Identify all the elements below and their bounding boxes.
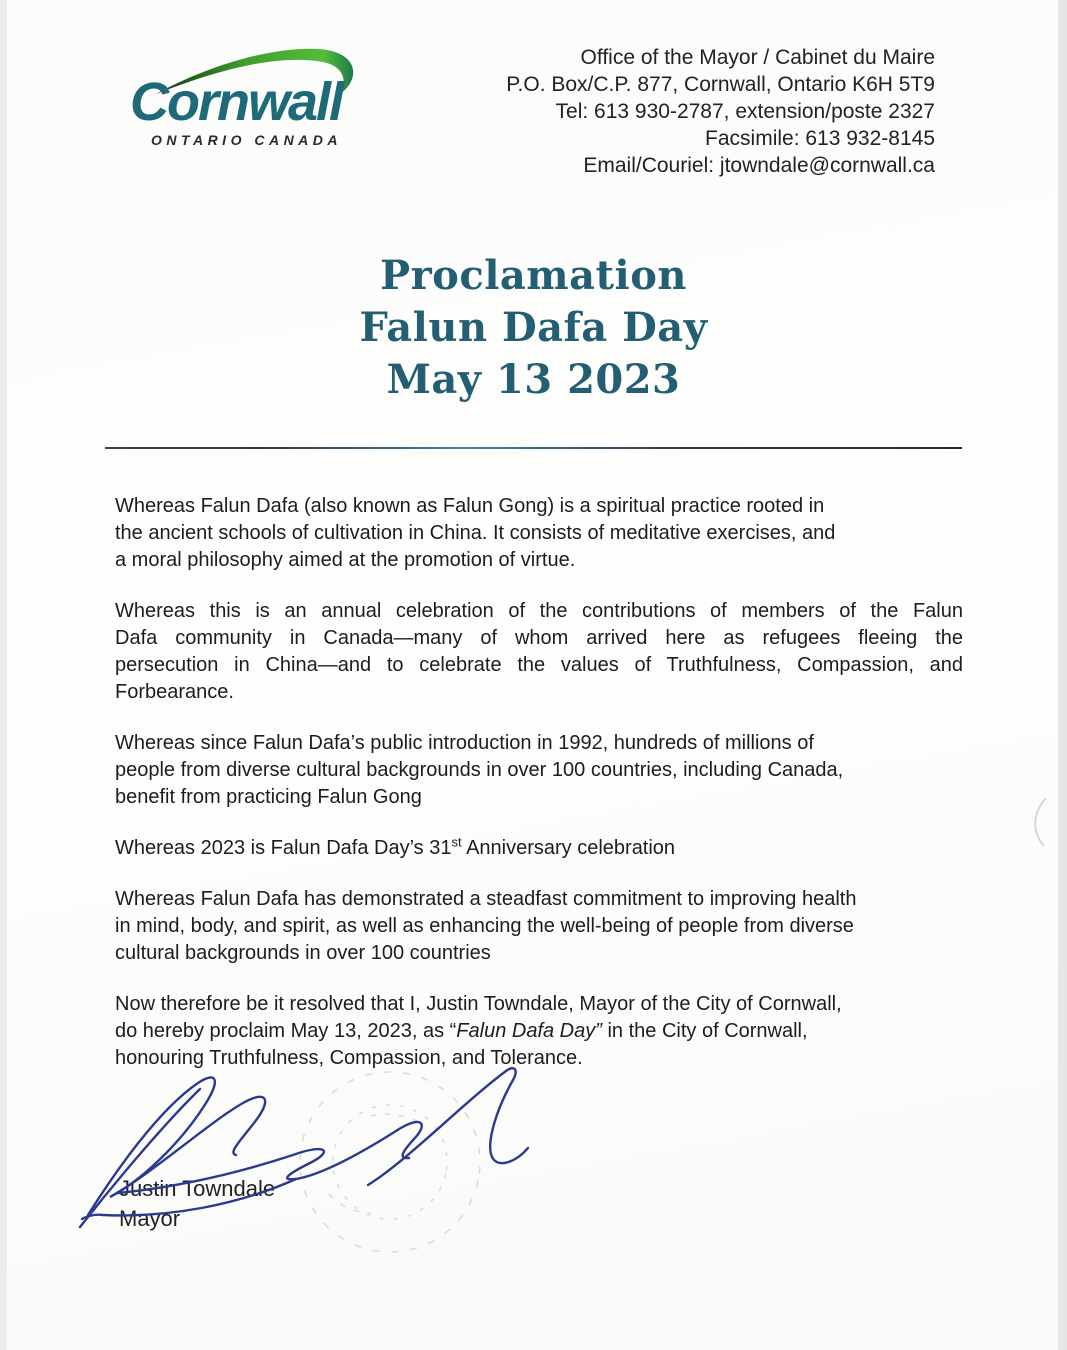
signer-name: Justin Towndale <box>119 1176 276 1201</box>
text-line: Whereas Falun Dafa has demonstrated a steadfast commitment to improving health <box>115 888 857 910</box>
title-divider-rule <box>105 447 962 449</box>
anniversary-text: Whereas 2023 is Falun Dafa Day’s 31 <box>115 837 452 859</box>
text-line: Tel: 613 930-2787, extension/poste 2327 <box>555 100 935 123</box>
paragraph-whereas-4 <box>115 835 963 862</box>
text-line: people from diverse cultural backgrounds in over 100 countries, including Canada, <box>115 759 844 781</box>
ordinal-superscript: st <box>451 834 462 850</box>
cornwall-logo <box>130 40 370 152</box>
logo-wordmark: Cornwall <box>130 72 343 132</box>
text-line: honouring Truthfulness, Compassion, and Tolerance. <box>115 1047 583 1069</box>
text-line: in mind, body, and spirit, as well as enhancing the well-being of people from diverse <box>115 915 854 937</box>
title-line-1: Proclamation <box>380 252 687 299</box>
resolution-text: do hereby proclaim May 13, 2023, as “ <box>115 1020 457 1042</box>
falun-dafa-day-italic: Falun Dafa Day” <box>456 1020 602 1042</box>
signature-ink <box>58 1055 538 1233</box>
text-line: Forbearance. <box>115 681 234 703</box>
text-line: cultural backgrounds in over 100 countries <box>115 942 491 964</box>
paragraph-whereas-1 <box>115 493 963 574</box>
text-line <box>115 1018 963 1045</box>
paragraph-whereas-5 <box>115 886 963 967</box>
text-line: Email/Couriel: jtowndale@cornwall.ca <box>583 154 935 177</box>
resolution-text-end: in the City of Cornwall, <box>601 1020 808 1042</box>
photo-edge-right <box>1058 0 1067 1350</box>
text-line: Whereas Falun Dafa (also known as Falun Gong) is a spiritual practice rooted in <box>115 495 825 517</box>
paragraph-whereas-2 <box>115 598 963 706</box>
text-line <box>115 835 963 862</box>
title-line-2: Falun Dafa Day <box>359 304 708 351</box>
anniversary-text-end: Anniversary celebration <box>461 837 676 859</box>
text-line: Whereas since Falun Dafa’s public introduction in 1992, hundreds of millions of <box>115 732 814 754</box>
paragraph-whereas-3 <box>115 730 963 811</box>
office-contact-block <box>506 44 935 179</box>
text-line: persecution in China—and to celebrate the values of Truthfulness, Compassion, and <box>115 654 963 676</box>
text-line: P.O. Box/C.P. 877, Cornwall, Ontario K6H 5T9 <box>506 73 935 96</box>
proclamation-title <box>0 250 1067 406</box>
signer-title: Mayor <box>119 1206 181 1231</box>
text-line: Facsimile: 613 932-8145 <box>705 127 935 150</box>
logo-tagline: ONTARIO CANADA <box>150 132 343 148</box>
text-line: a moral philosophy aimed at the promotion of virtue. <box>115 549 576 571</box>
text-line: Now therefore be it resolved that I, Justin Towndale, Mayor of the City of Cornwall, <box>115 993 842 1015</box>
photo-edge-left <box>0 0 7 1350</box>
text-line: benefit from practicing Falun Gong <box>115 786 422 808</box>
title-line-3: May 13 2023 <box>386 356 681 403</box>
text-line: Dafa community in Canada—many of whom arrived here as refugees fleeing the <box>115 627 963 649</box>
text-line: the ancient schools of cultivation in China. It consists of meditative exercises, and <box>115 522 836 544</box>
text-line: Whereas this is an annual celebration of the contributions of members of the Falun <box>115 600 963 622</box>
page-crease <box>1022 788 1062 858</box>
text-line: Office of the Mayor / Cabinet du Maire <box>580 46 935 69</box>
proclamation-body <box>115 493 963 1096</box>
